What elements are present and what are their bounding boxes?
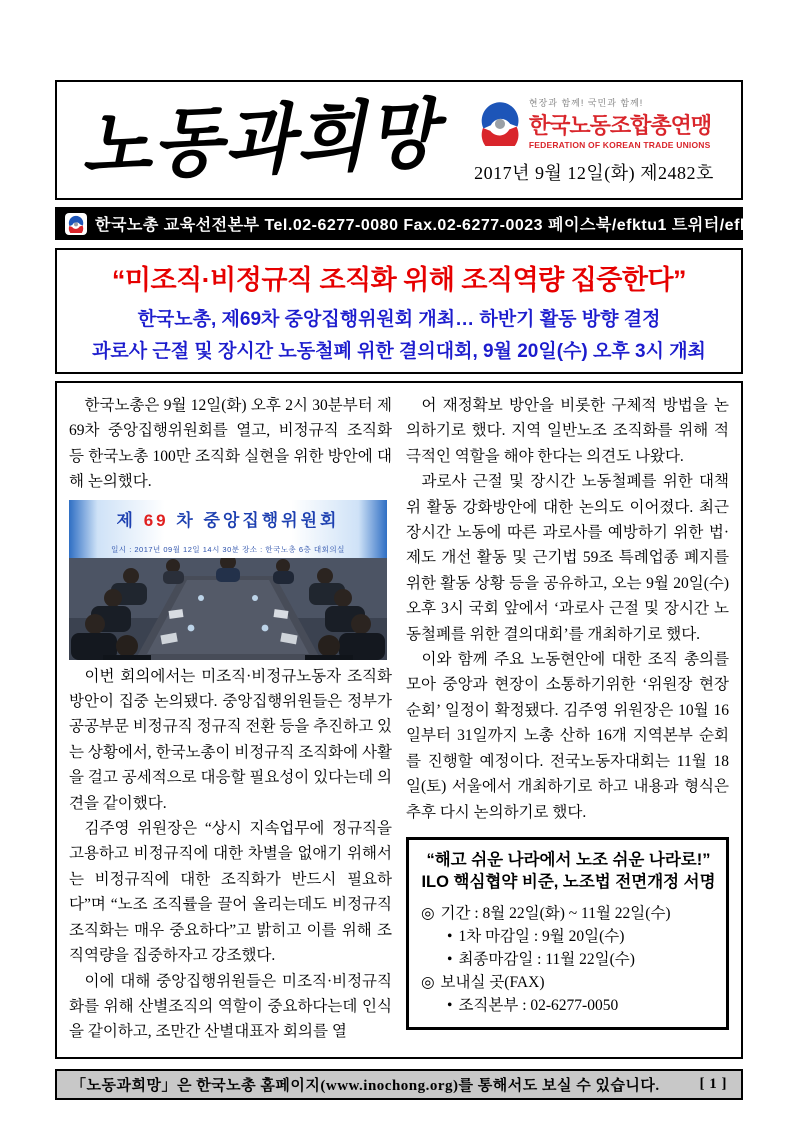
headline-main: “미조직·비정규직 조직화 위해 조직역량 집중한다” <box>111 265 687 295</box>
newsletter-page <box>55 80 766 1100</box>
fktu-emblem-icon <box>477 100 523 146</box>
dot-bullet-icon: • <box>447 950 453 968</box>
newsletter-title: 노동과희망 <box>79 88 441 191</box>
photo-banner-title: 제 69 차 중앙집행위원회 <box>116 510 340 530</box>
meeting-photo <box>69 500 387 660</box>
article-paragraph: 어 재정확보 방안을 비롯한 구체적 방법을 논의하기로 했다. 지역 일반노조 조직화를 위해 적극적인 역할을 해야 한다는 의견도 나왔다. <box>406 397 729 465</box>
photo-banner <box>69 500 387 558</box>
notice-item: ◎ 기간 : 8월 22일(화) ~ 11월 22일(수) <box>421 902 716 925</box>
circle-bullet-icon: ◎ <box>421 904 435 922</box>
article-paragraph: 과로사 근절 및 장시간 노동철폐를 위한 대책위 활동 강화방안에 대한 논의도 이어졌다. 최근 장시간 노동에 따른 과로사를 예방하기 위한 법·제도 개선 활동 및 근기법 59조 특례업종 폐지를 위한 활동 상황 등을 공유하고, 오는 9월 20일(수) 오후 3시 국회 앞에서 ‘과로사 근절 및 장시간 노동철폐를 위한 결의대회’를 개최하기로 했다. <box>406 473 729 643</box>
photo-scene <box>69 558 387 660</box>
contact-bar <box>55 207 766 240</box>
org-slogan: 현장과 함께! 국민과 함께! <box>528 97 644 108</box>
contact-info: 한국노총 교육선전본부 Tel.02-6277-0080 Fax.02-6277-0023 페이스북/efktu1 트위터/efktu <box>95 217 766 234</box>
footer-bar <box>55 1069 743 1100</box>
issue-date: 2017년 9월 12일(화) 제2482호 <box>474 162 714 183</box>
notice-item: • 최종마감일 : 11월 22일(수) <box>421 948 716 971</box>
masthead-header <box>55 80 743 200</box>
headline-sub-1: 한국노총, 제69차 중앙집행위원회 개최… 하반기 활동 방향 결정 <box>137 309 661 330</box>
notice-item: • 조직본부 : 02-6277-0050 <box>421 994 716 1017</box>
article-paragraph: 김주영 위원장은 “상시 지속업무에 정규직을 고용하고 비정규직에 대한 차별을 없애기 위해서는 비정규직에 대한 조직화가 반드시 필요하다”며 “노조 조직률을 끌어 올리는데도 비정규직 조직화는 매우 중요하다”고 밝히고 이를 위해 조직역량을 집중하자고 강조했다. <box>69 820 392 965</box>
fktu-mini-logo-icon <box>65 213 87 235</box>
notice-title-1: “해고 쉬운 나라에서 노조 쉬운 나라로!” <box>426 850 711 869</box>
notice-item: • 1차 마감일 : 9월 20일(수) <box>421 925 716 948</box>
ilo-signature-notice-box <box>406 837 729 1030</box>
article-paragraph: 이와 함께 주요 노동현안에 대한 조직 총의를 모아 중앙과 현장이 소통하기위한 ‘위원장 현장 순회’ 일정이 확정됐다. 김주영 위원장은 10월 16일부터 31일까지 노총 산하 16개 지역본부 순회를 진행할 예정이다. 전국노동자대회는 11월 18일(토) 서울에서 개최하기로 하고 내용과 형식은 추후 다시 논의하기로 했다. <box>406 651 729 821</box>
footer-notice: 「노동과희망」은 한국노총 홈페이지(www.inochong.org)를 통해서도 보실 수 있습니다. <box>71 1077 660 1094</box>
notice-title-2: ILO 핵심협약 비준, 노조법 전면개정 서명 <box>421 872 716 891</box>
dot-bullet-icon: • <box>447 996 453 1014</box>
notice-items <box>421 902 716 1017</box>
photo-banner-subtitle: 일시 : 2017년 09월 12일 14시 30분 장소 : 한국노총 6층 대회의실 <box>111 545 345 555</box>
headline-box <box>55 248 743 374</box>
article-right-column <box>406 393 729 1045</box>
article-body <box>55 381 743 1059</box>
notice-item: ◎ 보내실 곳(FAX) <box>421 971 716 994</box>
dot-bullet-icon: • <box>447 927 453 945</box>
headline-sub-2: 과로사 근절 및 장시간 노동철폐 위한 결의대회, 9월 20일(수) 오후 3시 개최 <box>92 341 706 362</box>
org-name: 한국노동조합총연맹 <box>528 112 712 138</box>
page-number: [ 1 ] <box>699 1075 727 1092</box>
article-left-column <box>69 393 392 1045</box>
org-name-en: FEDERATION OF KOREAN TRADE UNIONS <box>528 139 711 150</box>
article-paragraph: 이번 회의에서는 미조직·비정규노동자 조직화 방안이 집중 논의됐다. 중앙집행위원들은 정부가 공공부문 비정규직 정규직 전환 등을 추진하고 있는 상황에서, 한국노총이 비정규직 조직화에 사활을 걸고 공세적으로 대응할 필요성이 있다는데 의견을 같이했다. <box>69 667 392 812</box>
org-block <box>455 96 733 185</box>
article-paragraph: 한국노총은 9월 12일(화) 오후 2시 30분부터 제69차 중앙집행위원회를 열고, 비정규직 조직화 등 한국노총 100만 조직화 실현을 위한 방안에 대해 논의했다. <box>69 397 392 491</box>
circle-bullet-icon: ◎ <box>421 973 435 991</box>
article-paragraph: 이에 대해 중앙집행위원들은 미조직·비정규직화를 위해 산별조직의 역할이 중요하다는데 인식을 같이하고, 조만간 산별대표자 회의를 열 <box>69 972 392 1041</box>
